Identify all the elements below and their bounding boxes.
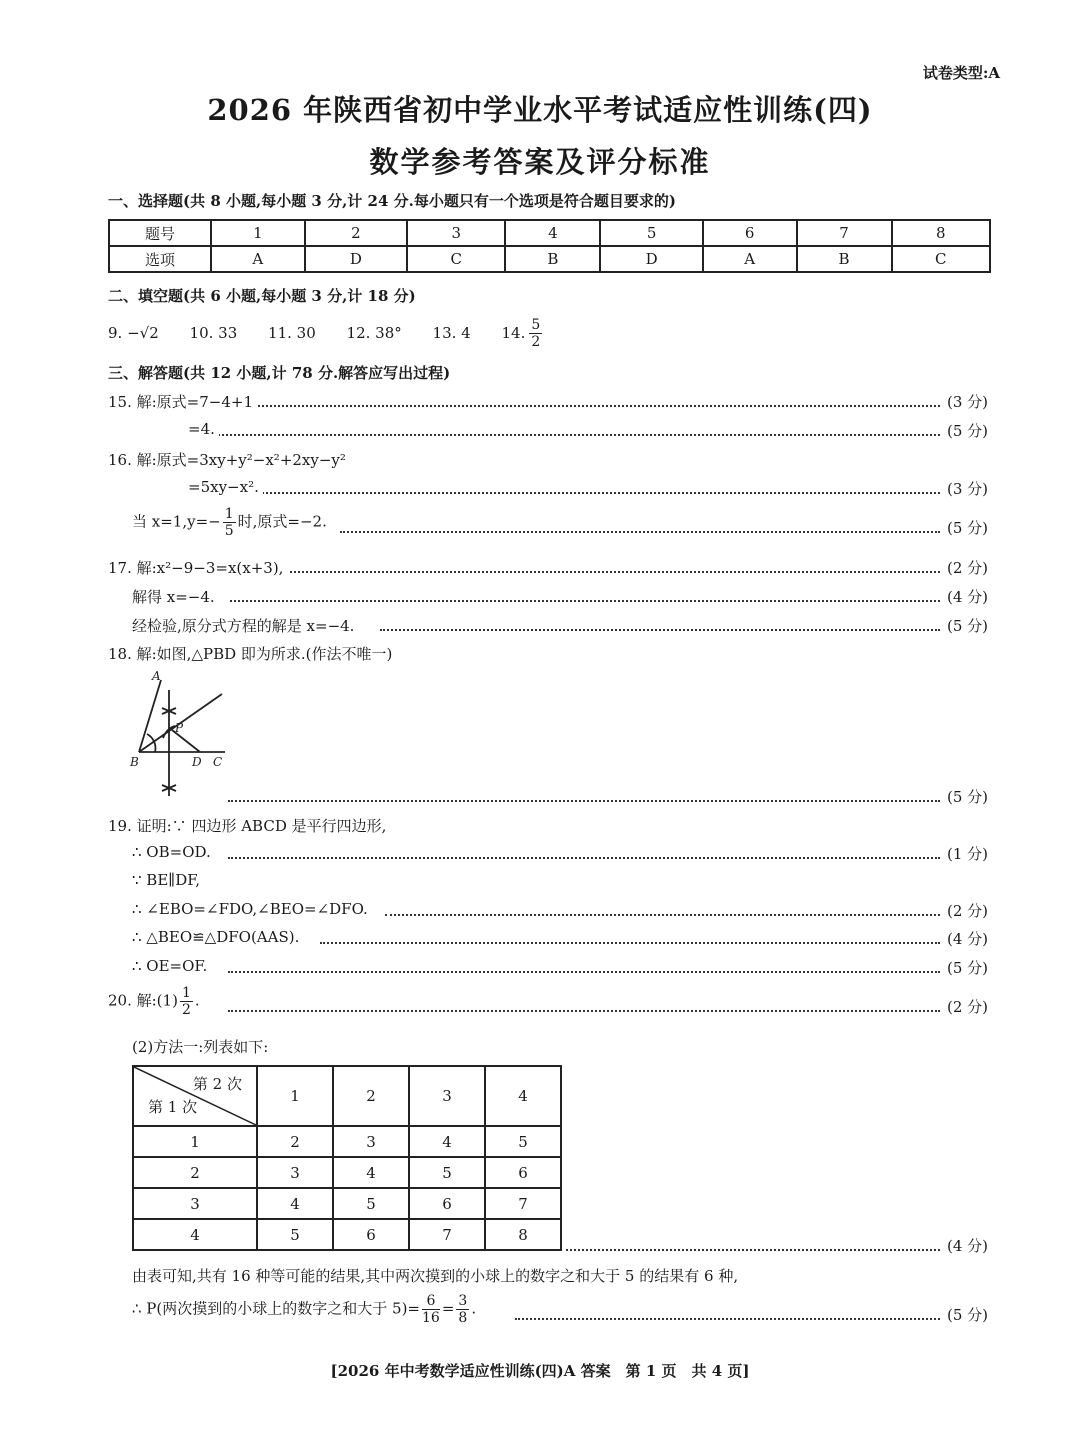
line-text: 17. 解:x²−9−3=x(x+3),	[108, 557, 287, 578]
numerator: 5	[531, 317, 541, 333]
answer-line	[0, 1293, 1080, 1328]
denominator: 2	[181, 1002, 191, 1018]
line-text: (2)方法一:列表如下:	[132, 1036, 272, 1057]
score-label: (2 分)	[946, 902, 988, 920]
answer-line	[0, 985, 1080, 1020]
fraction	[456, 1294, 469, 1325]
line-text: ∴ OB=OD.	[132, 843, 215, 861]
point-label-c: C	[213, 755, 223, 769]
row-label: 题号	[109, 220, 211, 246]
numerator: 3	[458, 1293, 468, 1309]
table-cell: B	[797, 246, 892, 272]
table-cell: 7	[485, 1188, 561, 1219]
line-text: 经检验,原分式方程的解是 x=−4.	[132, 615, 358, 636]
table-cell: 6	[409, 1188, 485, 1219]
score-label: (5 分)	[946, 1306, 988, 1324]
answer-line	[0, 449, 1080, 473]
fraction	[180, 986, 193, 1017]
point-label-d: D	[192, 755, 202, 769]
table-row	[133, 1066, 561, 1126]
point-label-b: B	[130, 755, 139, 769]
table-cell: A	[703, 246, 797, 272]
line-text: ∵ BE∥DF,	[132, 871, 204, 889]
table-cell: 6	[703, 220, 797, 246]
answer-line	[0, 1235, 1080, 1259]
table-cell: 2	[305, 220, 407, 246]
choice-answer-table	[108, 219, 991, 273]
numerator: 1	[224, 506, 234, 522]
answer-line	[0, 815, 1080, 839]
line-text: =4.	[188, 420, 219, 438]
answer-line	[0, 557, 1080, 581]
table-cell: 8	[485, 1219, 561, 1250]
answer-line	[0, 586, 1080, 610]
table-cell: 1	[211, 220, 305, 246]
answer-line	[0, 900, 1080, 924]
table-row	[133, 1188, 561, 1219]
table-cell: 6	[485, 1157, 561, 1188]
answer-q9: 9. −√2	[108, 323, 159, 342]
answer-q13: 13. 4	[432, 323, 471, 342]
text-part: 20. 解:(1)	[108, 991, 178, 1010]
table-cell: 2	[257, 1126, 333, 1157]
answer-line	[0, 957, 1080, 981]
table-cell: 5	[600, 220, 702, 246]
fraction	[223, 507, 236, 538]
section2-heading: 二、填空题(共 6 小题,每小题 3 分,计 18 分)	[108, 287, 416, 305]
line-text: 18. 解:如图,△PBD 即为所求.(作法不唯一)	[108, 643, 396, 664]
line-text: 15. 解:原式=7−4+1	[108, 391, 257, 412]
denominator: 16	[422, 1310, 440, 1326]
score-label: (5 分)	[946, 788, 988, 806]
row-header: 1	[133, 1126, 257, 1157]
corner-bottom-label: 第 1 次	[148, 1098, 198, 1116]
score-label: (4 分)	[946, 930, 988, 948]
row-header: 3	[133, 1188, 257, 1219]
table-cell: D	[305, 246, 407, 272]
denominator: 2	[531, 334, 541, 350]
table-cell: 5	[485, 1126, 561, 1157]
line-text	[108, 986, 204, 1017]
table-cell: 8	[892, 220, 990, 246]
answer-line	[0, 928, 1080, 952]
table-cell: 6	[333, 1219, 409, 1250]
denominator: 5	[224, 523, 234, 539]
answer-q12: 12. 38°	[346, 323, 402, 342]
answer-q10: 10. 33	[189, 323, 238, 342]
score-label: (5 分)	[946, 617, 988, 635]
table-cell: 4	[333, 1157, 409, 1188]
text-part: 当 x=1,y=−	[132, 512, 221, 531]
score-label: (1 分)	[946, 845, 988, 863]
line-text: 16. 解:原式=3xy+y²−x²+2xy−y²	[108, 449, 350, 470]
answer-line	[0, 871, 1080, 895]
answer-q11: 11. 30	[268, 323, 316, 342]
page-footer: [2026 年中考数学适应性训练(四)A 答案 第 1 页 共 4 页]	[330, 1362, 750, 1380]
line-text: 解得 x=−4.	[132, 586, 219, 607]
text-part: 时,原式=−2.	[237, 512, 327, 531]
section3-heading: 三、解答题(共 12 小题,计 78 分.解答应写出过程)	[108, 364, 451, 382]
table-row	[109, 220, 990, 246]
line-text: ∴ ∠EBO=∠FDO,∠BEO=∠DFO.	[132, 900, 372, 918]
line-text	[132, 507, 331, 538]
fraction	[529, 318, 568, 349]
table-cell: D	[600, 246, 702, 272]
answer-line	[0, 615, 1080, 639]
column-header: 1	[257, 1066, 333, 1126]
point-label-p: P	[175, 721, 184, 735]
answer-line	[0, 478, 1080, 502]
score-label: (3 分)	[946, 393, 988, 411]
table-row	[133, 1157, 561, 1188]
score-label: (2 分)	[946, 559, 988, 577]
column-header: 4	[485, 1066, 561, 1126]
score-label: (4 分)	[946, 1237, 988, 1255]
table-cell: 7	[409, 1219, 485, 1250]
table-cell: 7	[797, 220, 892, 246]
table-cell: 4	[257, 1188, 333, 1219]
table-cell: A	[211, 246, 305, 272]
score-label: (5 分)	[946, 422, 988, 440]
table-row	[109, 246, 990, 272]
page-title: 2026 年陕西省初中学业水平考试适应性训练(四)	[207, 93, 873, 127]
fill-answers	[108, 318, 594, 349]
table-cell: 3	[257, 1157, 333, 1188]
table-cell: 4	[505, 220, 600, 246]
answer-line	[0, 1036, 1080, 1060]
text-part: .	[194, 991, 200, 1010]
column-header: 2	[333, 1066, 409, 1126]
line-text: 由表可知,共有 16 种等可能的结果,其中两次摸到的小球上的数字之和大于 5 的结果有 6 种,	[132, 1265, 742, 1286]
numerator: 6	[422, 1294, 440, 1310]
table-cell: 3	[333, 1126, 409, 1157]
column-header: 3	[409, 1066, 485, 1126]
score-label: (2 分)	[946, 998, 988, 1016]
score-label: (5 分)	[946, 959, 988, 977]
answer-q14	[501, 317, 594, 350]
text-part: ∴ P(两次摸到的小球上的数字之和大于 5)=	[132, 1299, 420, 1318]
table-cell: C	[892, 246, 990, 272]
table-cell: 5	[257, 1219, 333, 1250]
text-part: =	[441, 1299, 455, 1318]
fraction	[422, 1294, 440, 1325]
point-label-a: A	[152, 669, 161, 683]
score-label: (3 分)	[946, 480, 988, 498]
table-cell: 3	[407, 220, 505, 246]
q14-label: 14.	[501, 323, 526, 342]
line-text: ∴ OE=OF.	[132, 957, 211, 975]
answer-line	[0, 391, 1080, 415]
line-text: ∴ △BEO≌△DFO(AAS).	[132, 928, 303, 946]
text-part: .	[471, 1299, 477, 1318]
section1-heading: 一、选择题(共 8 小题,每小题 3 分,计 24 分.每小题只有一个选项是符合题目要求的)	[108, 192, 676, 210]
ray-ba	[139, 680, 161, 752]
line-text: =5xy−x².	[188, 478, 263, 496]
answer-line	[0, 786, 1080, 810]
page-subtitle: 数学参考答案及评分标准	[369, 145, 711, 179]
corner-cell	[133, 1066, 257, 1126]
table-cell: 4	[409, 1126, 485, 1157]
numerator: 1	[181, 985, 191, 1001]
answer-line	[0, 506, 1080, 541]
line-text: 19. 证明:∵ 四边形 ABCD 是平行四边形,	[108, 815, 390, 836]
sum-table	[132, 1065, 562, 1251]
table-cell: B	[505, 246, 600, 272]
row-label: 选项	[109, 246, 211, 272]
answer-line	[0, 1265, 1080, 1289]
answer-line	[0, 643, 1080, 667]
score-label: (5 分)	[946, 519, 988, 537]
paper-type-label: 试卷类型:A	[922, 64, 1000, 82]
row-header: 2	[133, 1157, 257, 1188]
score-label: (4 分)	[946, 588, 988, 606]
table-cell: 5	[333, 1188, 409, 1219]
denominator: 8	[458, 1310, 468, 1326]
table-cell: C	[407, 246, 505, 272]
table-cell: 5	[409, 1157, 485, 1188]
answer-line	[0, 843, 1080, 867]
answer-line	[0, 420, 1080, 444]
table-row	[133, 1126, 561, 1157]
corner-top-label: 第 2 次	[192, 1075, 242, 1093]
line-text	[132, 1294, 480, 1325]
row-header: 4	[133, 1219, 257, 1250]
